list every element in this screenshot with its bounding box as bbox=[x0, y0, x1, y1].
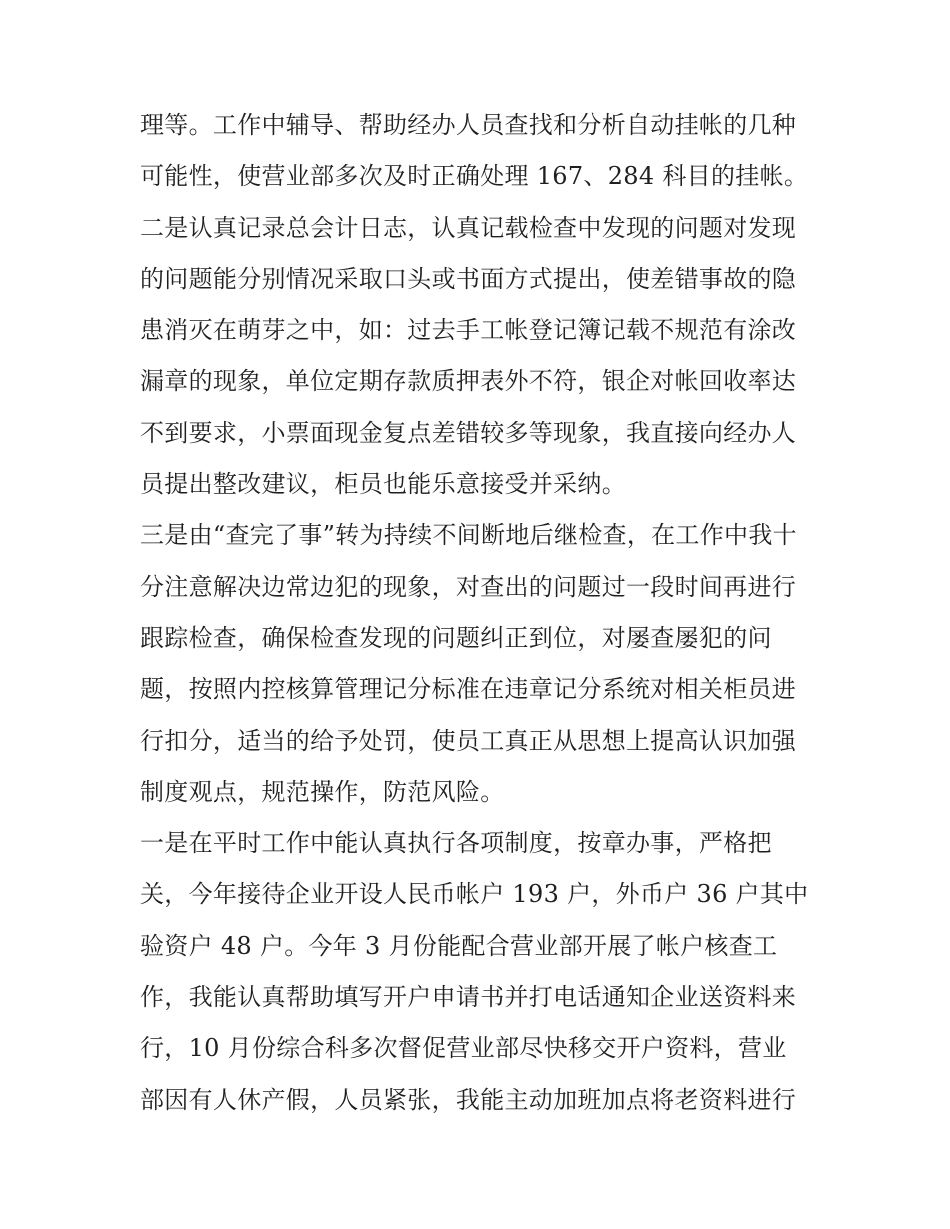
text-line: 一是在平时工作中能认真执行各项制度，按章办事，严格把 bbox=[140, 829, 772, 858]
text-line: 理等。工作中辅导、帮助经办人员查找和分析自动挂帐的几种 bbox=[140, 111, 797, 139]
text-line: 患消灭在萌芽之中，如：过去手工帐登记簿记载不规范有涂改 bbox=[140, 316, 797, 345]
text-line: 跟踪检查，确保检查发现的问题纠正到位，对屡查屡犯的问 bbox=[140, 623, 772, 652]
body-text bbox=[140, 100, 820, 1126]
text-line: 分注意解决边常边犯的现象，对查出的问题过一段时间再进行 bbox=[140, 572, 797, 601]
text-line: 漏章的现象，单位定期存款质押表外不符，银企对帐回收率达 bbox=[140, 367, 797, 396]
text-line: 行扣分，适当的给予处罚，使员工真正从思想上提高认识加强 bbox=[140, 726, 797, 755]
text-line: 二是认真记录总会计日志，认真记载检查中发现的问题对发现 bbox=[140, 213, 797, 242]
text-line: 行，10 月份综合科多次督促营业部尽快移交开户资料，营业 bbox=[140, 1034, 787, 1063]
text-line: 关，今年接待企业开设人民币帐户 193 户，外币户 36 户其中 bbox=[140, 880, 809, 909]
text-line: 不到要求，小票面现金复点差错较多等现象，我直接向经办人 bbox=[140, 418, 797, 447]
text-line: 可能性，使营业部多次及时正确处理 167、284 科目的挂帐。 bbox=[140, 162, 809, 191]
text-line: 验资户 48 户。今年 3 月份能配合营业部开展了帐户核查工 bbox=[140, 931, 778, 960]
text-line: 部因有人休产假，人员紧张，我能主动加班加点将老资料进行 bbox=[140, 1085, 797, 1114]
text-line: 题，按照内控核算管理记分标准在违章记分系统对相关柜员进 bbox=[140, 675, 797, 704]
text-line: 制度观点，规范操作，防范风险。 bbox=[140, 777, 505, 806]
text-line: 的问题能分别情况采取口头或书面方式提出，使差错事故的隐 bbox=[140, 264, 797, 293]
text-line: 作，我能认真帮助填写开户申请书并打电话通知企业送资料来 bbox=[140, 983, 797, 1012]
text-line: 员提出整改建议，柜员也能乐意接受并采纳。 bbox=[140, 470, 626, 499]
text-line: 三是由“查完了事”转为持续不间断地后继检查，在工作中我十 bbox=[140, 521, 797, 550]
